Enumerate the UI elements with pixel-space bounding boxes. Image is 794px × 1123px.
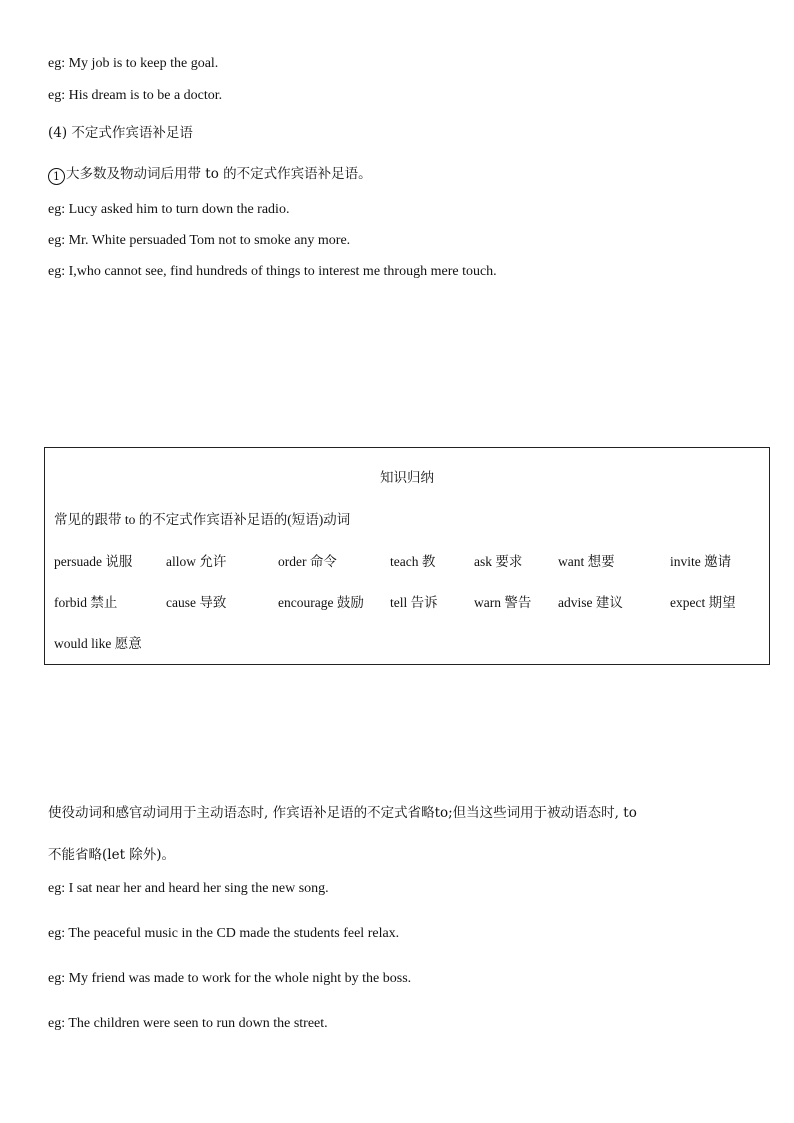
circled-number-marker: 1 (48, 168, 65, 185)
rule-2-line-2: 不能省略(let 除外)。 (48, 847, 176, 863)
verb-item: order 命令 (278, 554, 337, 569)
verb-item: would like 愿意 (54, 636, 142, 651)
section-heading: (4) 不定式作宾语补足语 (48, 125, 193, 141)
verb-item: forbid 禁止 (54, 595, 118, 610)
verb-item: tell 告诉 (390, 595, 438, 610)
example-line: eg: My friend was made to work for the whole night by the boss. (48, 971, 412, 986)
verb-item: teach 教 (390, 554, 436, 569)
example-line: eg: His dream is to be a doctor. (48, 88, 223, 103)
verb-item: cause 导致 (166, 595, 227, 610)
example-line: eg: The peaceful music in the CD made the students feel relax. (48, 926, 400, 941)
verb-item: advise 建议 (558, 595, 623, 610)
rule-2-line-1: 使役动词和感官动词用于主动语态时, 作宾语补足语的不定式省略to;但当这些词用于被动语态时, to (48, 805, 637, 821)
example-line: eg: Mr. White persuaded Tom not to smoke any more. (48, 233, 351, 248)
verb-item: warn 警告 (474, 595, 532, 610)
example-line: eg: I sat near her and heard her sing the new song. (48, 881, 329, 896)
verb-item: encourage 鼓励 (278, 595, 364, 610)
box-subtitle: 常见的跟带 to 的不定式作宾语补足语的(短语)动词 (54, 512, 351, 527)
knowledge-summary-box (44, 447, 770, 665)
verb-item: allow 允许 (166, 554, 227, 569)
example-line: eg: My job is to keep the goal. (48, 56, 219, 71)
verb-item: expect 期望 (670, 595, 736, 610)
example-line: eg: Lucy asked him to turn down the radio. (48, 202, 290, 217)
example-line: eg: I,who cannot see, find hundreds of things to interest me through mere touch. (48, 264, 497, 279)
box-title: 知识归纳 (380, 470, 434, 485)
rule-1 (48, 165, 372, 185)
example-line: eg: The children were seen to run down the street. (48, 1016, 328, 1031)
verb-item: want 想要 (558, 554, 615, 569)
rule-1-text: 大多数及物动词后用带 to 的不定式作宾语补足语。 (66, 166, 372, 182)
verb-item: persuade 说服 (54, 554, 133, 569)
verb-item: ask 要求 (474, 554, 523, 569)
verb-item: invite 邀请 (670, 554, 732, 569)
